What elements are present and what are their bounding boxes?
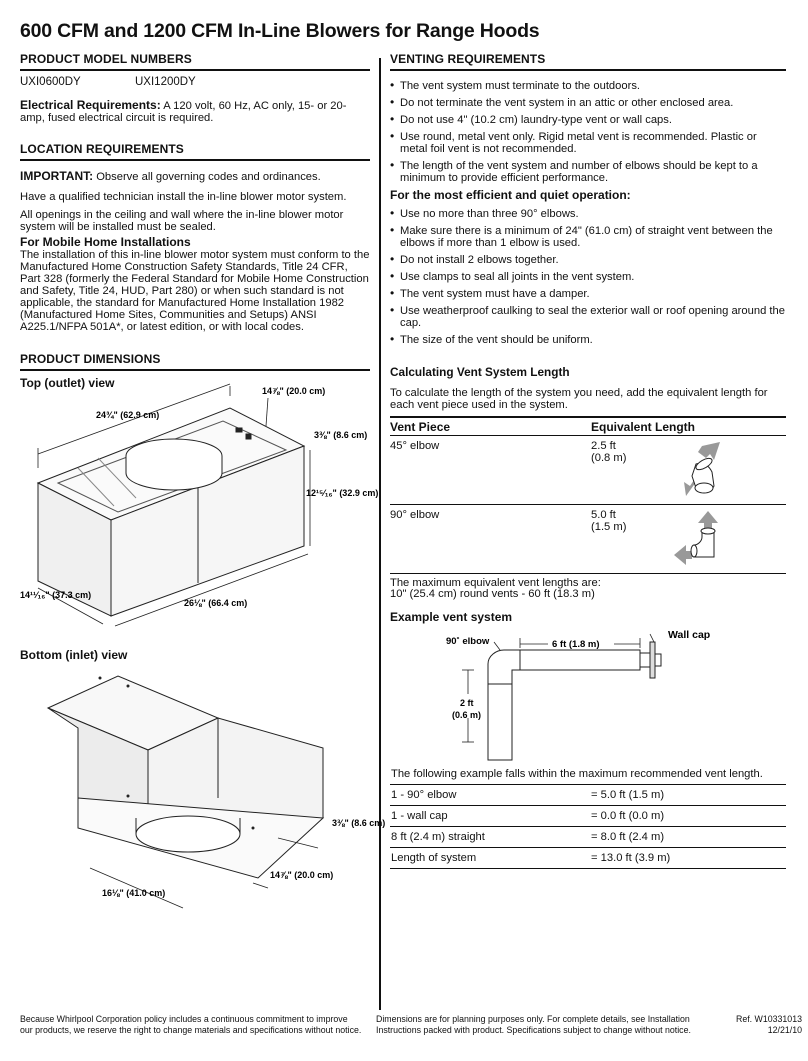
sum-row (390, 806, 786, 827)
left-column (20, 52, 370, 389)
footer-date: 12/21/10 (767, 1024, 802, 1035)
sum-value: = 5.0 ft (1.5 m) (591, 789, 665, 801)
efficient-operation-heading: For the most efficient and quiet operation: (390, 188, 631, 203)
sum-row (390, 785, 786, 806)
footer-ref (736, 1014, 802, 1035)
sum-value: = 13.0 ft (3.9 m) (591, 852, 671, 864)
example-cap-label: Wall cap (668, 629, 711, 641)
venting-bullet: • Do not use 4" (10.2 cm) laundry-type vent or wall caps. (390, 114, 786, 126)
venting-bullet: • The vent system must terminate to the outdoors. (390, 80, 786, 92)
section-heading-models: PRODUCT MODEL NUMBERS (20, 52, 370, 71)
length-ft-90: 5.0 ft (591, 508, 616, 521)
footer-mid-line-1: Dimensions are for planning purposes only. For complete details, see Installation (376, 1014, 690, 1024)
dim-bottom-inlet: 14⅞" (20.0 cm) (270, 870, 334, 880)
dim-top-length: 26⅛" (66.4 cm) (184, 598, 248, 608)
dim-top-height: 12¹⁵⁄₁₆" (32.9 cm) (306, 488, 379, 498)
mobile-home-heading: For Mobile Home Installations (20, 235, 191, 250)
efficient-bullet: • Use weatherproof caulking to seal the exterior wall or roof opening around the cap. (390, 305, 786, 330)
sum-item: 1 - 90° elbow (391, 789, 457, 801)
model-number-600: UXI0600DY (20, 76, 81, 88)
example-vent-diagram (440, 620, 740, 762)
section-heading-location: LOCATION REQUIREMENTS (20, 142, 370, 161)
length-m-90: (1.5 m) (591, 520, 627, 533)
example-run-label: 6 ft (1.8 m) (552, 639, 600, 650)
venting-bullet: • Do not terminate the vent system in an attic or other enclosed area. (390, 97, 786, 109)
page-title: 600 CFM and 1200 CFM In-Line Blowers for Range Hoods (20, 20, 540, 42)
vent-row-45 (390, 436, 786, 505)
dim-bottom-offset: 3⅜" (8.6 cm) (332, 818, 386, 828)
max-length-line-1: The maximum equivalent vent lengths are: (390, 576, 601, 589)
venting-bullet: • Use round, metal vent only. Rigid metal vent is recommended. Plastic or metal foil vent is not recommended. (390, 131, 786, 156)
col-vent-piece: Vent Piece (390, 419, 451, 434)
efficient-bullet: • The size of the vent should be uniform. (390, 334, 786, 346)
efficient-bullet: • Do not install 2 elbows together. (390, 254, 786, 266)
example-elbow-label: 90˚ elbow (446, 636, 490, 647)
example-rise-ft: 2 ft (460, 698, 474, 708)
location-paragraph-2: All openings in the ceiling and wall where the in-line blower motor system will be installed must be sealed. (20, 208, 344, 234)
top-view-heading: Top (outlet) view (20, 375, 115, 390)
example-heading: Example vent system (390, 609, 513, 624)
col-equivalent-length: Equivalent Length (591, 419, 696, 434)
vent-piece-90: 90° elbow (390, 508, 440, 521)
model-number-1200: UXI1200DY (135, 76, 196, 88)
sum-row-total (390, 848, 786, 869)
vent-piece-45: 45° elbow (390, 439, 440, 452)
dim-bottom-width: 16⅛" (41.0 cm) (102, 888, 166, 898)
footer-left (20, 1014, 361, 1035)
electrical-requirements: Electrical Requirements: A 120 volt, 60 Hz, AC only, 15- or 20-amp, fused electrical circuit is required. (20, 98, 347, 125)
efficient-bullet: • Use no more than three 90° elbows. (390, 208, 786, 220)
footer-left-line-2: our products, we reserve the right to change materials and specifications without notice. (20, 1024, 362, 1035)
top-view-diagram (18, 386, 379, 638)
vent-table-header (390, 416, 786, 436)
right-column (390, 52, 786, 623)
column-divider (379, 58, 381, 1010)
length-ft-45: 2.5 ft (591, 439, 616, 452)
venting-bullet: • The length of the vent system and number of elbows should be kept to a minimum to provide efficient performance. (390, 160, 786, 185)
model-numbers (20, 76, 370, 90)
elbow-90-icon (672, 509, 728, 569)
dim-top-width: 24¾" (62.9 cm) (96, 410, 160, 420)
sum-item: 8 ft (2.4 m) straight (391, 831, 485, 843)
vent-row-90 (390, 505, 786, 574)
length-m-45: (0.8 m) (591, 451, 627, 464)
calc-intro: To calculate the length of the system you need, add the equivalent length for each vent piece used in the system. (390, 386, 768, 411)
efficient-bullet: • Make sure there is a minimum of 24" (61.0 cm) of straight vent between the elbows if more than 1 elbow is used. (390, 225, 786, 250)
dim-top-outlet: 14⅞" (20.0 cm) (262, 386, 326, 396)
max-length-line-2: 10" (25.4 cm) round vents - 60 ft (18.3 m) (390, 588, 595, 601)
sum-row (390, 827, 786, 848)
mobile-home-text: The installation of this in-line blower motor system must conform to the Manufactured Home Construction Safety Standards, Title 24 CFR, Part 328 (formerly the Federal Standard for Mobile Home Construction and Safety, Title 24, HUD, Part 280) or when such standard is not applicable, the standard for Manufactured Home Installation 1982 (Manufactured Home Sites, Communities and Setups) ANSI A225.1/NFPA 501A*, or latest edition, or with local codes. (20, 248, 370, 334)
footer-mid-line-2: Instructions packed with product. Specifications subject to change without notice. (376, 1024, 691, 1035)
efficient-bullet: • Use clamps to seal all joints in the vent system. (390, 271, 786, 283)
footer-middle (376, 1014, 691, 1035)
dim-top-offset: 3⅜" (8.6 cm) (314, 430, 368, 440)
calc-heading: Calculating Vent System Length (390, 365, 570, 380)
dim-top-depth: 14¹¹⁄₁₆" (37.3 cm) (20, 590, 92, 600)
venting-bullet-list (390, 80, 786, 185)
section-heading-dimensions: PRODUCT DIMENSIONS (20, 352, 370, 371)
bottom-view-diagram (18, 668, 386, 918)
sum-item: 1 - wall cap (391, 810, 448, 822)
footer-ref-number: Ref. W10331013 (735, 1014, 802, 1024)
bottom-view-heading: Bottom (inlet) view (20, 648, 128, 662)
elbow-45-icon (680, 442, 730, 498)
section-heading-venting: VENTING REQUIREMENTS (390, 52, 786, 71)
sum-item: Length of system (391, 852, 477, 864)
example-rise-m: (0.6 m) (452, 710, 482, 720)
important-note: IMPORTANT: Observe all governing codes and ordinances. (20, 168, 321, 183)
footer-left-line-1: Because Whirlpool Corporation policy includes a continuous commitment to improve (20, 1014, 348, 1024)
efficient-bullet: • The vent system must have a damper. (390, 288, 786, 300)
location-paragraph-1: Have a qualified technician install the in-line blower motor system. (20, 191, 347, 204)
efficient-bullet-list (390, 208, 786, 347)
example-sum-table (390, 784, 786, 869)
sum-value: = 8.0 ft (2.4 m) (591, 831, 665, 843)
example-falls-within: The following example falls within the maximum recommended vent length. (391, 768, 763, 780)
sum-value: = 0.0 ft (0.0 m) (591, 810, 665, 822)
